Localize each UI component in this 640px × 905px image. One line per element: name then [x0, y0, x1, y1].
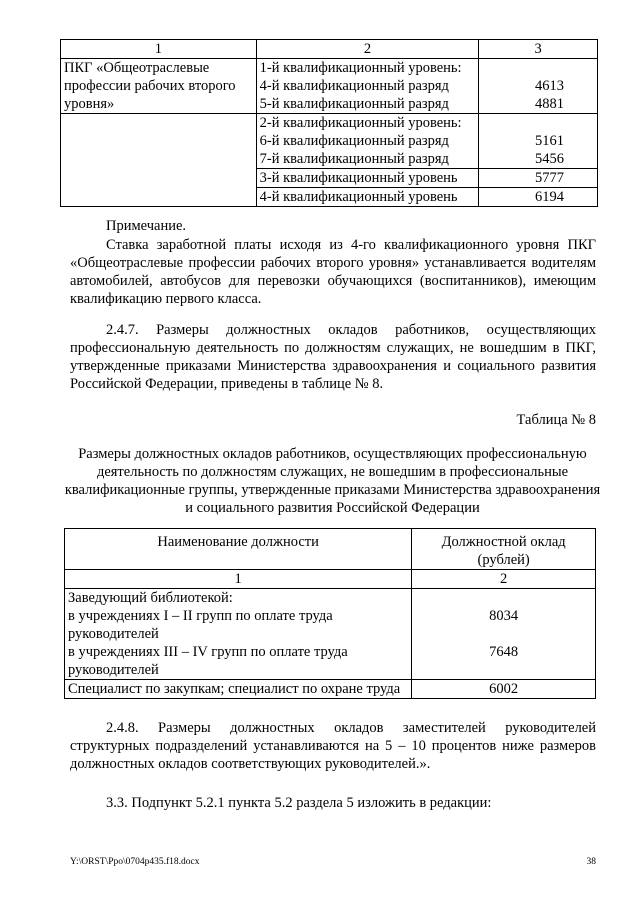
grade-label: 7-й квалификационный разряд: [259, 151, 449, 167]
col-number: 1: [61, 40, 257, 59]
grade-label: 6-й квалификационный разряд: [259, 133, 449, 149]
position-label: в учреждениях III – IV групп по оплате труда руководителей: [68, 644, 348, 678]
value-cell: [479, 59, 598, 114]
level-label: 3-й квалификационный уровень: [256, 169, 479, 188]
header-salary: Должностной оклад (рублей): [412, 529, 596, 570]
grade-value: 4881: [535, 96, 564, 112]
salary-cell: [412, 589, 596, 680]
table-header-row: [61, 40, 598, 59]
group-name: ПКГ «Общеотраслевые профессии рабочих второго уровня»: [61, 59, 257, 114]
note-title: Примечание.: [106, 218, 187, 234]
table-row: [61, 59, 598, 114]
table-row: [61, 114, 598, 169]
qualification-table: [60, 39, 598, 207]
salary-value: 6002: [412, 680, 596, 699]
grade-value: 5456: [535, 151, 564, 167]
empty-cell: [61, 114, 257, 207]
value-cell: [479, 114, 598, 169]
table-header-row: [65, 529, 596, 570]
table-caption: Таблица № 8: [516, 412, 596, 428]
salary-table: [64, 528, 596, 699]
table-header-row: [65, 570, 596, 589]
section-2-4-8: 2.4.8. Размеры должностных окладов заместителей руководителей структурных подразделений устанавливаются на 5 – 10 процентов ниже размеров должностных окладов соответствующих руководителей.».: [70, 720, 596, 772]
col-number: 1: [65, 570, 412, 589]
col-number: 3: [479, 40, 598, 59]
level-label: 2-й квалификационный уровень:: [259, 115, 462, 131]
grade-value: 5777: [479, 169, 598, 188]
footer-file-path: Y:\ORST\Ppo\0704p435.f18.docx: [70, 857, 200, 867]
note-text: Ставка заработной платы исходя из 4-го квалификационного уровня ПКГ «Общеотраслевые профессии рабочих второго уровня» устанавливается водителям автомобилей, автобусов для перевозки обучающихся (воспитанников), имеющим квалификацию первого класса.: [70, 237, 596, 307]
position-head: Заведующий библиотекой:: [68, 590, 233, 606]
position-label: в учреждениях I – II групп по оплате труда руководителей: [68, 608, 333, 642]
table-title: Размеры должностных окладов работников, осуществляющих профессиональную деятельность по должностям служащих, не вошедшим в профессиональные квалификационные группы, утвержденные приказами Министерства здравоохранения и социального развития Российской Федерации: [64, 446, 601, 516]
header-position-name: Наименование должности: [65, 529, 412, 570]
grade-label: 4-й квалификационный разряд: [259, 78, 449, 94]
level-label: 1-й квалификационный уровень:: [259, 60, 462, 76]
grade-value: 4613: [535, 78, 564, 94]
table-row: [65, 680, 596, 699]
position-cell: [65, 589, 412, 680]
grade-value: 6194: [479, 188, 598, 207]
section-2-4-7: 2.4.7. Размеры должностных окладов работников, осуществляющих профессиональную деятельность по должностям служащих, не вошедшим в ПКГ, утвержденные приказами Министерства здравоохранения и социального развития Российской Федерации, приведены в таблице № 8.: [70, 322, 596, 392]
col-number: 2: [412, 570, 596, 589]
level-label: 4-й квалификационный уровень: [256, 188, 479, 207]
position-label: Специалист по закупкам; специалист по охране труда: [65, 680, 412, 699]
page-number: 38: [586, 857, 596, 867]
grade-value: 5161: [535, 133, 564, 149]
salary-value: 7648: [489, 644, 519, 660]
section-3-3: 3.3. Подпункт 5.2.1 пункта 5.2 раздела 5 изложить в редакции:: [106, 795, 492, 811]
table-row: [65, 589, 596, 680]
level-cell: [256, 59, 479, 114]
level-cell: [256, 114, 479, 169]
grade-label: 5-й квалификационный разряд: [259, 96, 449, 112]
col-number: 2: [256, 40, 479, 59]
salary-value: 8034: [489, 608, 519, 624]
